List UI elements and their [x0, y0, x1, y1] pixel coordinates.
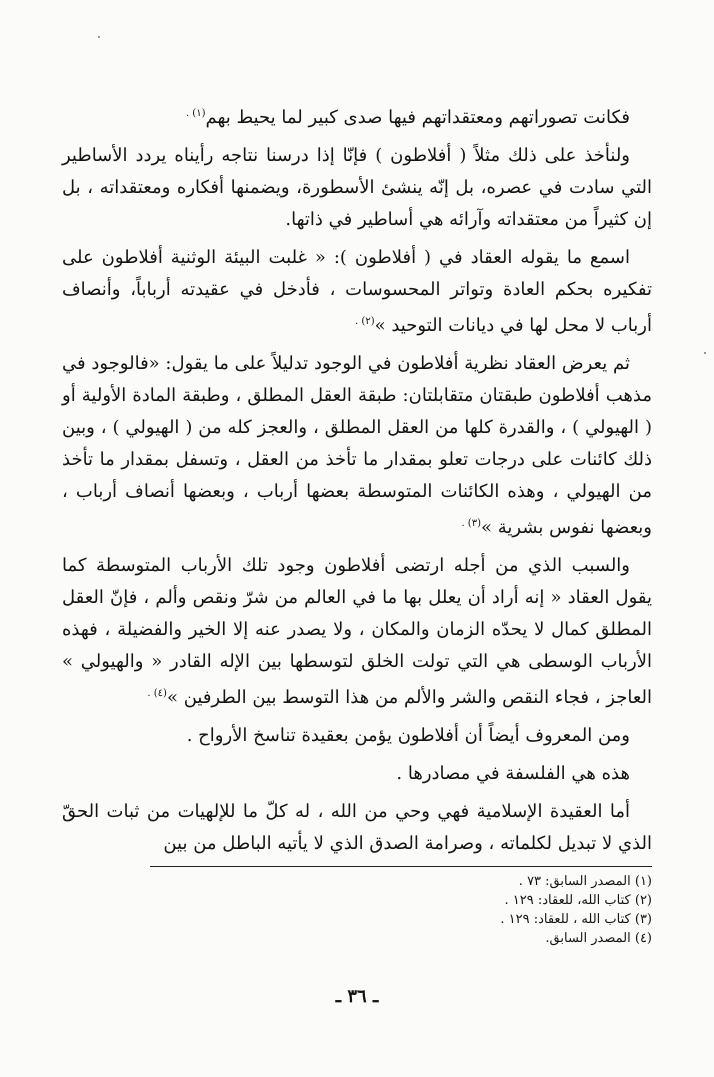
paragraph-7: هذه هي الفلسفة في مصادرها .: [396, 763, 630, 784]
footnote-1: (١) المصدر السابق: ٧٣ .: [518, 874, 652, 889]
footnote-4: (٤) المصدر السابق.: [545, 931, 652, 946]
paragraph-5: والسبب الذي من أجله ارتضى أفلاطون وجود تلك الأرباب المتوسطة كما يقول العقاد « إنه أراد أن يعلل بها ما في العالم من شرّ ونقص وألم ، فإنّ العقل المطلق كمال لا يحدّه الزمان والمكان ، ولا يصدر عنه إلا الخير والفضيلة ، فهذه الأرباب الوسطى هي التي تولت الخلق لتوسطها بين الإله القادر « والهيولي » العاجز ، فجاء النقص والشر والألم من هذا التوسط بين الطرفين »$^{(٤) .}$: [62, 555, 652, 708]
scan-speck: [704, 352, 706, 354]
paragraph-4: ثم يعرض العقاد نظرية أفلاطون في الوجود تدليلاً على ما يقول: «فالوجود في مذهب أفلاطون طبقتان متقابلتان: طبقة العقل المطلق ، وطبقة المادة الأولية أو ( الهيولي ) ، والقدرة كلها من العقل المطلق ، والعجز كله من ( الهيولي ) ، وبين ذلك كائنات على درجات تعلو بمقدار ما تأخذ من العقل ، وتسفل بمقدار ما تأخذ من الهيولي ، وهذه الكائنات المتوسطة بعضها أرباب ، وبعضها أنصاف أرباب ، وبعضها نفوس بشرية »$^{(٣) .}$: [62, 353, 652, 538]
main-text: [62, 98, 652, 866]
scan-speck: [98, 36, 100, 38]
footnote-ref-1: (١) .: [185, 108, 206, 119]
paragraph-6: ومن المعروف أيضاً أن أفلاطون يؤمن بعقيدة تناسخ الأرواح .: [186, 725, 630, 746]
footnote-ref-3: (٣) .: [461, 518, 481, 529]
footnote-ref-2: (٢) .: [355, 316, 375, 327]
paragraph-2: ولنأخذ على ذلك مثلاً ( أفلاطون ) فإنّا إذا درسنا نتاجه رأيناه يردد الأساطير التي سادت في عصره، بل إنّه ينشئ الأسطورة، ويضمنها أفكاره ومعتقداته ، بل إن كثيراً من معتقداته وآرائه هي أساطير في ذاتها.: [62, 145, 652, 230]
footnote-divider: [150, 866, 652, 867]
page-number: ـ ٣٦ ـ: [335, 986, 379, 1007]
paragraph-3: اسمع ما يقوله العقاد في ( أفلاطون ): « غلبت البيئة الوثنية أفلاطون على تفكيره بحكم العادة وتواتر المحسوسات ، فأدخل في عقيدته أرباباً، وأنصاف أرباب لا محل لها في ديانات التوحيد »$^{(٢) .}$: [62, 247, 652, 336]
paragraph-8: أما العقيدة الإسلامية فهي وحي من الله ، له كلّ ما للإلهيات من ثبات الحقّ الذي لا تبديل لكلماته ، وصرامة الصدق الذي لا يأتيه الباطل من بين: [62, 801, 652, 854]
footnote-ref-4: (٤) .: [147, 688, 167, 699]
paragraph-1: فكانت تصوراتهم ومعتقداتهم فيها صدى كبير لما يحيط بهم$^{(١) .}$: [185, 107, 630, 128]
footnote-3: (٣) كتاب الله ، للعقاد: ١٢٩ .: [500, 912, 652, 927]
footnote-2: (٢) كتاب الله، للعقاد: ١٢٩ .: [504, 893, 652, 908]
footnotes: [152, 872, 652, 948]
